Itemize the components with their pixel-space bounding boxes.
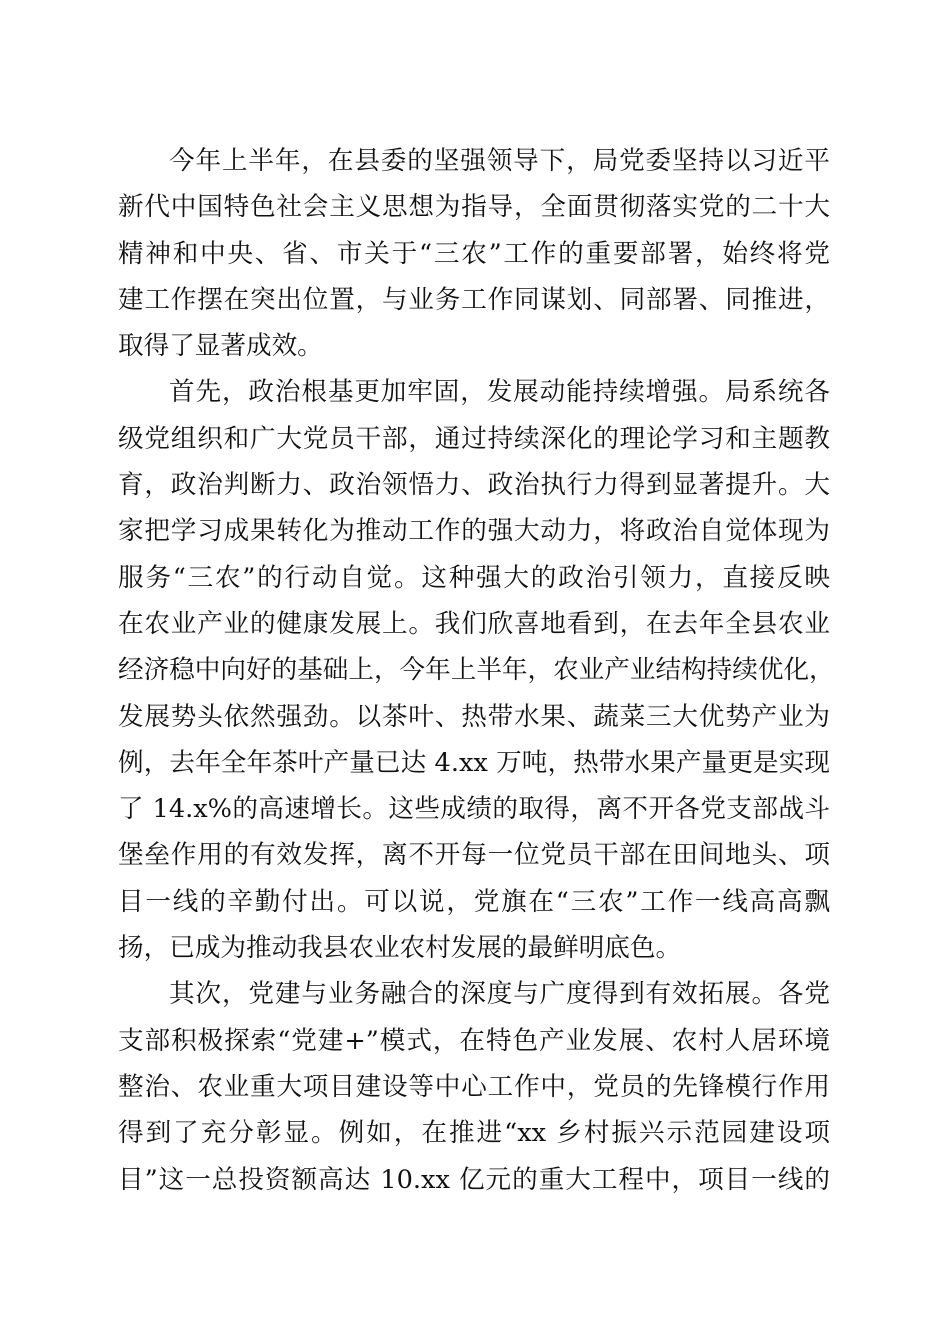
paragraph-intro <box>118 138 830 369</box>
paragraph-second <box>118 971 830 1202</box>
text-line: 例，去年全年茶叶产量已达 4.xx 万吨，热带水果产量更是实现 <box>118 747 830 778</box>
text-line: 服务“三农”的行动自觉。这种强大的政治引领力，直接反映 <box>118 562 830 593</box>
text-line: 取得了显著成效。 <box>118 331 323 362</box>
text-line: 首先，政治根基更加牢固，发展动能持续增强。局系统各 <box>169 377 830 408</box>
text-line: 新代中国特色社会主义思想为指导，全面贯彻落实党的二十大 <box>118 192 830 223</box>
text-line: 其次，党建与业务融合的深度与广度得到有效拓展。各党 <box>169 979 830 1010</box>
text-line: 堡垒作用的有效发挥，离不开每一位党员干部在田间地头、项 <box>118 840 830 871</box>
document-body <box>118 138 835 1203</box>
text-line: 建工作摆在突出位置，与业务工作同谋划、同部署、同推进， <box>118 284 830 315</box>
text-line: 了 14.x%的高速增长。这些成绩的取得，离不开各党支部战斗 <box>118 794 830 825</box>
text-line: 目一线的辛勤付出。可以说，党旗在“三农”工作一线高高飘 <box>118 886 830 917</box>
paragraph-first <box>118 369 835 971</box>
text-line: 今年上半年，在县委的坚强领导下，局党委坚持以习近平 <box>169 146 830 176</box>
text-line: 经济稳中向好的基础上，今年上半年，农业产业结构持续优化， <box>118 655 835 686</box>
text-line: 在农业产业的健康发展上。我们欣喜地看到，在去年全县农业 <box>118 608 830 639</box>
text-line: 家把学习成果转化为推动工作的强大动力，将政治自觉体现为 <box>118 516 830 547</box>
text-line: 目”这一总投资额高达 10.xx 亿元的重大工程中，项目一线的 <box>118 1164 830 1195</box>
text-line: 发展势头依然强劲。以茶叶、热带水果、蔬菜三大优势产业为 <box>118 701 830 732</box>
text-line: 得到了充分彰显。例如，在推进“xx 乡村振兴示范园建设项 <box>118 1118 830 1149</box>
text-line: 精神和中央、省、市关于“三农”工作的重要部署，始终将党 <box>118 238 830 269</box>
text-line: 育，政治判断力、政治领悟力、政治执行力得到显著提升。大 <box>118 470 830 501</box>
text-line: 级党组织和广大党员干部，通过持续深化的理论学习和主题教 <box>118 423 830 454</box>
text-line: 支部积极探索“党建+”模式，在特色产业发展、农村人居环境 <box>118 1025 830 1056</box>
text-line: 整治、农业重大项目建设等中心工作中，党员的先锋模行作用 <box>118 1071 830 1102</box>
text-line: 扬，已成为推动我县农业农村发展的最鲜明底色。 <box>118 933 682 964</box>
